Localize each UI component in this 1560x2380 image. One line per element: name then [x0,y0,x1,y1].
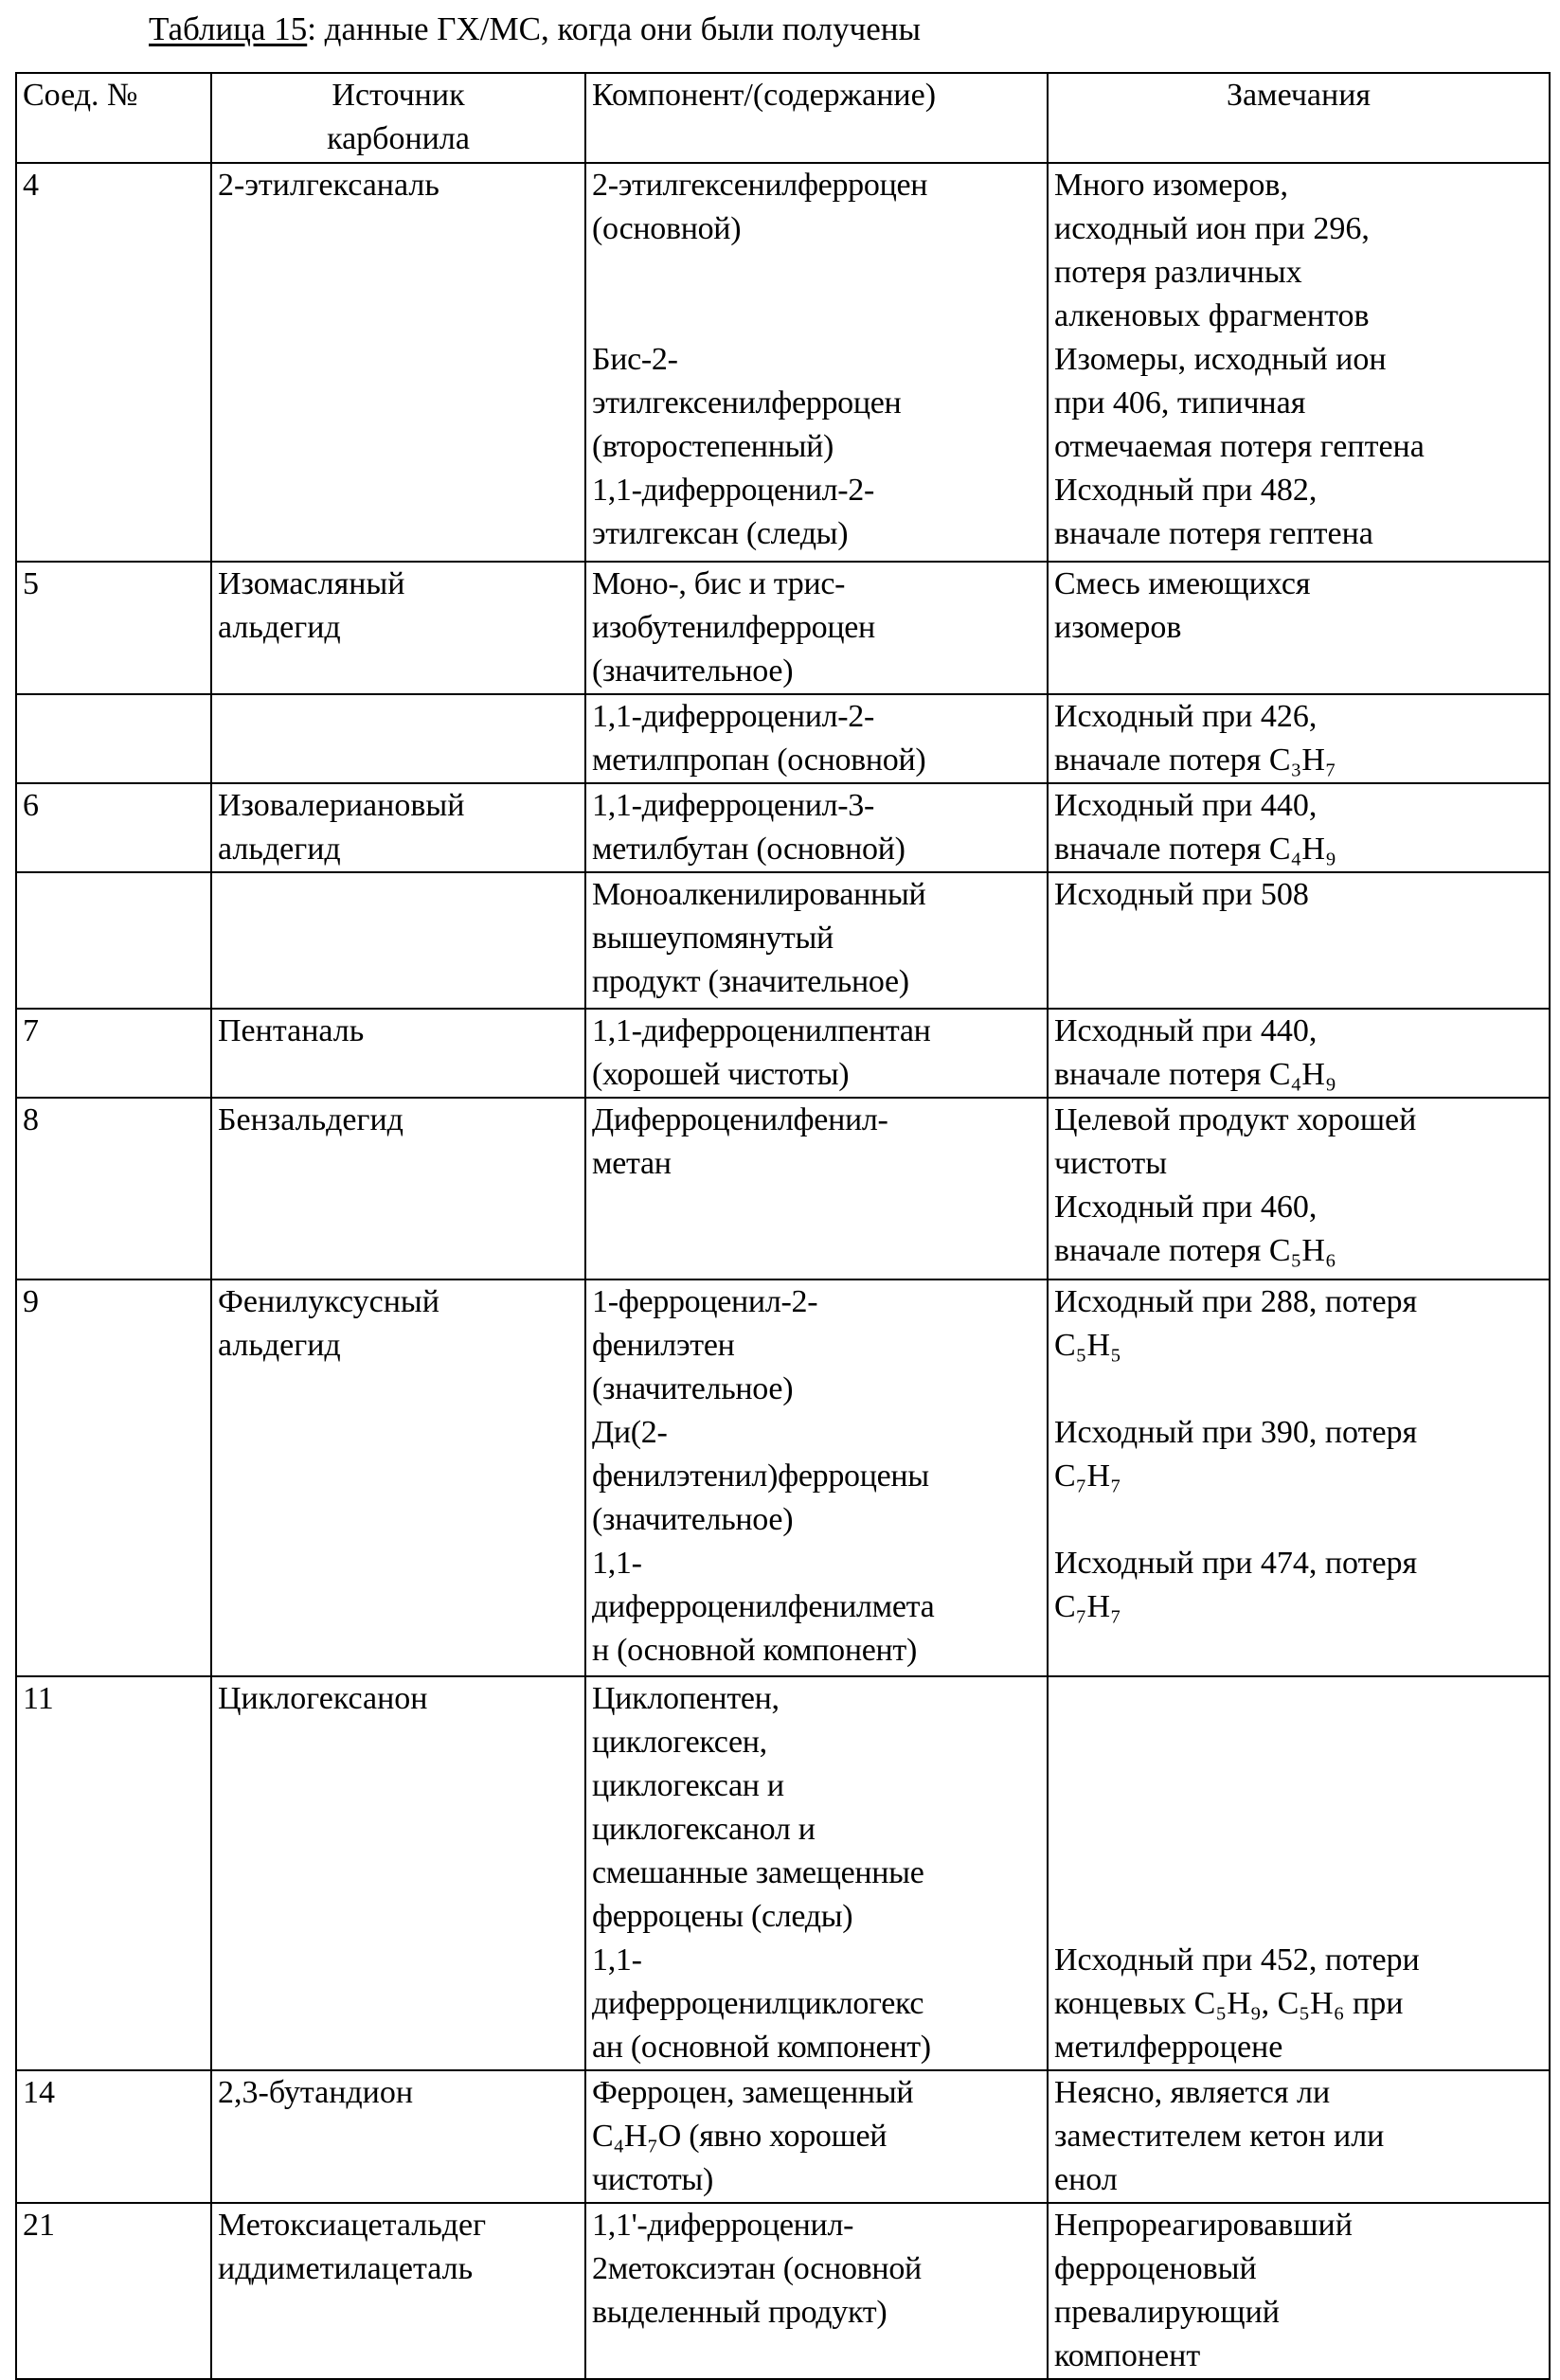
cell-component: Ферроцен, замещенный C₄H₇O (явно хорошей чистоты) [585,2070,1048,2203]
cell-remarks: Исходный при 452, потери концевых C₅H₉, C₅H₆ при метилферроцене [1048,1676,1550,2070]
cell-compound-no: 9 [16,1279,211,1676]
cell-remarks: Исходный при 440, вначале потеря C₄H₉ [1048,1009,1550,1098]
cell-remarks: Неясно, является ли заместителем кетон или енол [1048,2070,1550,2203]
cell-component: Моно-, бис и трис- изобутенилферроцен (значительное) [585,562,1048,694]
cell-compound-no [16,872,211,1009]
cell-compound-no: 7 [16,1009,211,1098]
cell-compound-no [16,694,211,783]
header-compound-no: Соед. № [16,73,211,163]
cell-compound-no: 21 [16,2203,211,2379]
table-row [16,2070,1550,2203]
table-row [16,1009,1550,1098]
cell-remarks: Непрореагировавший ферроценовый превалирующий компонент [1048,2203,1550,2379]
cell-component: Циклопентен, циклогексен, циклогексан и циклогексанол и смешанные замещенные ферроцены (следы) 1,1- диферроценилциклогекс ан (основной компонент) [585,1676,1048,2070]
header-remarks: Замечания [1048,73,1550,163]
cell-remarks: Исходный при 426, вначале потеря C₃H₇ [1048,694,1550,783]
table-number: Таблица 15 [149,10,307,47]
cell-carbonyl-source: Метоксиацетальдег иддиметилацеталь [211,2203,585,2379]
cell-remarks: Исходный при 288, потеря C₅H₅ Исходный при 390, потеря C₇H₇ Исходный при 474, потеря C₇H₇ [1048,1279,1550,1676]
cell-carbonyl-source: 2,3-бутандион [211,2070,585,2203]
cell-compound-no: 14 [16,2070,211,2203]
cell-carbonyl-source: Циклогексанон [211,1676,585,2070]
cell-component: 1,1-диферроценил-2- метилпропан (основной) [585,694,1048,783]
cell-remarks: Исходный при 508 [1048,872,1550,1009]
table-row [16,163,1550,562]
cell-carbonyl-source: Пентаналь [211,1009,585,1098]
cell-component: Моноалкенилированный вышеупомянутый продукт (значительное) [585,872,1048,1009]
header-row [16,73,1550,163]
table-row [16,694,1550,783]
cell-compound-no: 11 [16,1676,211,2070]
table-row [16,1676,1550,2070]
table-row [16,783,1550,872]
table-row [16,2203,1550,2379]
table-row [16,872,1550,1009]
cell-remarks: Целевой продукт хорошей чистоты Исходный при 460, вначале потеря C₅H₆ [1048,1098,1550,1279]
cell-component: 1,1'-диферроценил- 2метоксиэтан (основной выделенный продукт) [585,2203,1048,2379]
cell-component: 1,1-диферроценил-3- метилбутан (основной) [585,783,1048,872]
table-caption-text: : данные ГХ/МС, когда они были получены [307,10,921,47]
cell-remarks: Много изомеров, исходный ион при 296, потеря различных алкеновых фрагментов Изомеры, исходный ион при 406, типичная отмечаемая потеря гептена Исходный при 482, вначале потеря гептена [1048,163,1550,562]
table-row [16,1279,1550,1676]
cell-remarks: Исходный при 440, вначале потеря C₄H₉ [1048,783,1550,872]
cell-compound-no: 5 [16,562,211,694]
cell-carbonyl-source: Изомасляный альдегид [211,562,585,694]
header-component: Компонент/(содержание) [585,73,1048,163]
cell-carbonyl-source [211,694,585,783]
cell-compound-no: 4 [16,163,211,562]
cell-carbonyl-source: 2-этилгексаналь [211,163,585,562]
cell-component: Диферроценилфенил- метан [585,1098,1048,1279]
cell-component: 2-этилгексенилферроцен (основной) Бис-2- этилгексенилферроцен (второстепенный) 1,1-диферроценил-2- этилгексан (следы) [585,163,1048,562]
table-row [16,562,1550,694]
cell-component: 1-ферроценил-2- фенилэтен (значительное) Ди(2- фенилэтенил)ферроцены (значительное) 1,1- диферроценилфенилмета н (основной компонент) [585,1279,1048,1676]
cell-carbonyl-source: Изовалериановый альдегид [211,783,585,872]
cell-compound-no: 6 [16,783,211,872]
cell-component: 1,1-диферроценилпентан (хорошей чистоты) [585,1009,1048,1098]
cell-compound-no: 8 [16,1098,211,1279]
gc-ms-data-table [15,72,1551,2380]
cell-remarks: Смесь имеющихся изомеров [1048,562,1550,694]
cell-carbonyl-source: Бензальдегид [211,1098,585,1279]
header-carbonyl-source: Источник карбонила [211,73,585,163]
cell-carbonyl-source: Фенилуксусный альдегид [211,1279,585,1676]
table-caption [149,8,921,51]
cell-carbonyl-source [211,872,585,1009]
table-row [16,1098,1550,1279]
